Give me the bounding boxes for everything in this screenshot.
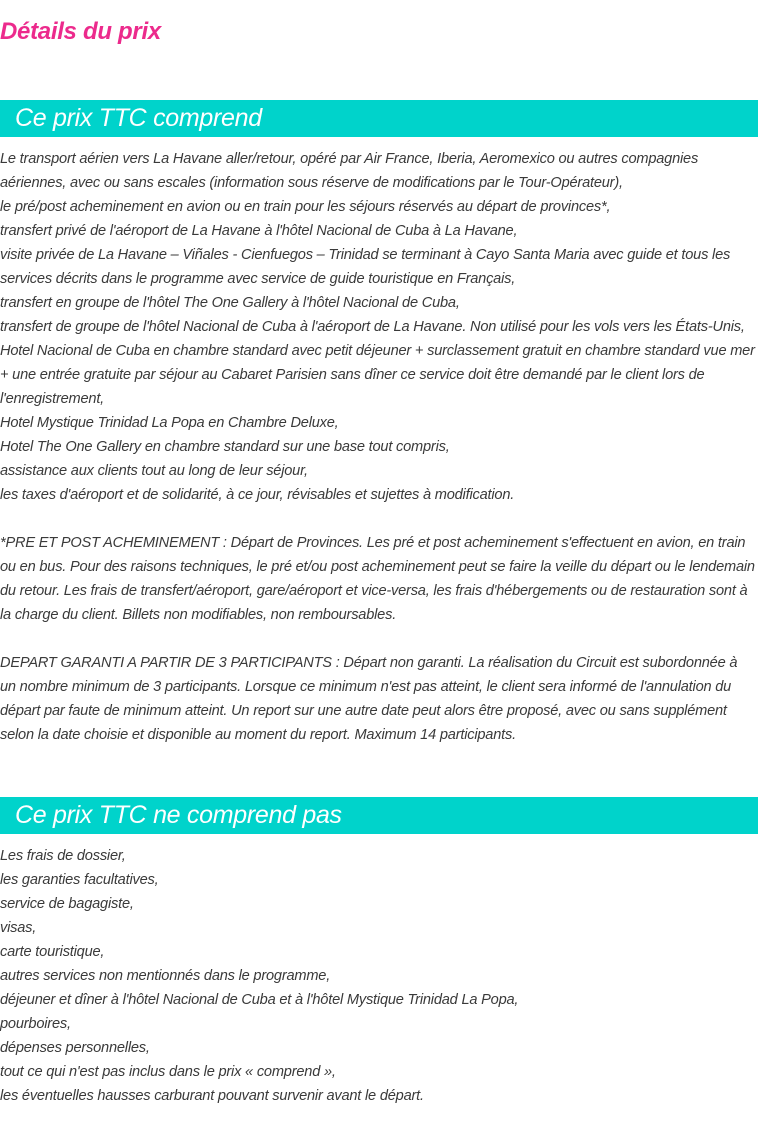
list-item: Hotel The One Gallery en chambre standard sur une base tout compris, bbox=[0, 439, 450, 455]
list-item: les garanties facultatives, bbox=[0, 872, 159, 888]
list-item: déjeuner et dîner à l'hôtel Nacional de Cuba et à l'hôtel Mystique Trinidad La Popa, bbox=[0, 992, 519, 1008]
list-item: visas, bbox=[0, 920, 37, 936]
list-item: Hotel Mystique Trinidad La Popa en Chambre Deluxe, bbox=[0, 415, 339, 431]
list-item: tout ce qui n'est pas inclus dans le prix « comprend », bbox=[0, 1064, 336, 1080]
list-item: visite privée de La Havane – Viñales - Cienfuegos – Trinidad se terminant à Cayo Santa Maria avec guide et tous les services décrits dans le programme avec service de guide touristique en Français, bbox=[0, 247, 731, 287]
page-title: Détails du prix bbox=[0, 18, 161, 45]
includes-list bbox=[0, 147, 758, 507]
list-item: Hotel Nacional de Cuba en chambre standard avec petit déjeuner + surclassement gratuit en chambre standard vue mer + une entrée gratuite par séjour au Cabaret Parisien sans dîner ce service doit être demandé par le client lors de l'enregistrement, bbox=[0, 343, 755, 407]
list-item: Le transport aérien vers La Havane aller/retour, opéré par Air France, Iberia, Aeromexico ou autres compagnies aériennes, avec ou sans escales (information sous réserve de modifications par le Tour-Opérateur), bbox=[0, 151, 699, 191]
excludes-section-header: Ce prix TTC ne comprend pas bbox=[0, 797, 758, 834]
list-item: Les frais de dossier, bbox=[0, 848, 126, 864]
list-item: les éventuelles hausses carburant pouvant survenir avant le départ. bbox=[0, 1088, 424, 1104]
list-item: carte touristique, bbox=[0, 944, 105, 960]
includes-section-header: Ce prix TTC comprend bbox=[0, 100, 758, 137]
list-item: autres services non mentionnés dans le programme, bbox=[0, 968, 331, 984]
list-item: transfert privé de l'aéroport de La Havane à l'hôtel Nacional de Cuba à La Havane, bbox=[0, 223, 518, 239]
list-item: transfert en groupe de l'hôtel The One Gallery à l'hôtel Nacional de Cuba, bbox=[0, 295, 460, 311]
list-item: le pré/post acheminement en avion ou en train pour les séjours réservés au départ de provinces*, bbox=[0, 199, 611, 215]
excludes-list bbox=[0, 844, 758, 1108]
list-item: les taxes d'aéroport et de solidarité, à ce jour, révisables et sujettes à modification. bbox=[0, 487, 515, 503]
list-item: service de bagagiste, bbox=[0, 896, 134, 912]
list-item: dépenses personnelles, bbox=[0, 1040, 150, 1056]
pre-post-transport-note: *PRE ET POST ACHEMINEMENT : Départ de Provinces. Les pré et post acheminement s'effectuent en avion, en train ou en bus. Pour des raisons techniques, le pré et/ou post acheminement peut se faire la veille du départ ou le lendemain du retour. Les frais de transfert/aéroport, gare/aéroport et vice-versa, les frais d'hébergements ou de restauration sont à la charge du client. Billets non modifiables, non remboursables. bbox=[0, 535, 755, 623]
guaranteed-departure-note: DEPART GARANTI A PARTIR DE 3 PARTICIPANTS : Départ non garanti. La réalisation du Circuit est subordonnée à un nombre minimum de 3 participants. Lorsque ce minimum n'est pas atteint, le client sera informé de l'annulation du départ par faute de minimum atteint. Un report sur une autre date peut alors être proposé, avec ou sans supplément selon la date choisie et disponible au moment du report. Maximum 14 participants. bbox=[0, 655, 738, 743]
list-item: assistance aux clients tout au long de leur séjour, bbox=[0, 463, 308, 479]
list-item: pourboires, bbox=[0, 1016, 71, 1032]
list-item: transfert de groupe de l'hôtel Nacional de Cuba à l'aéroport de La Havane. Non utilisé pour les vols vers les États-Unis, bbox=[0, 319, 745, 335]
